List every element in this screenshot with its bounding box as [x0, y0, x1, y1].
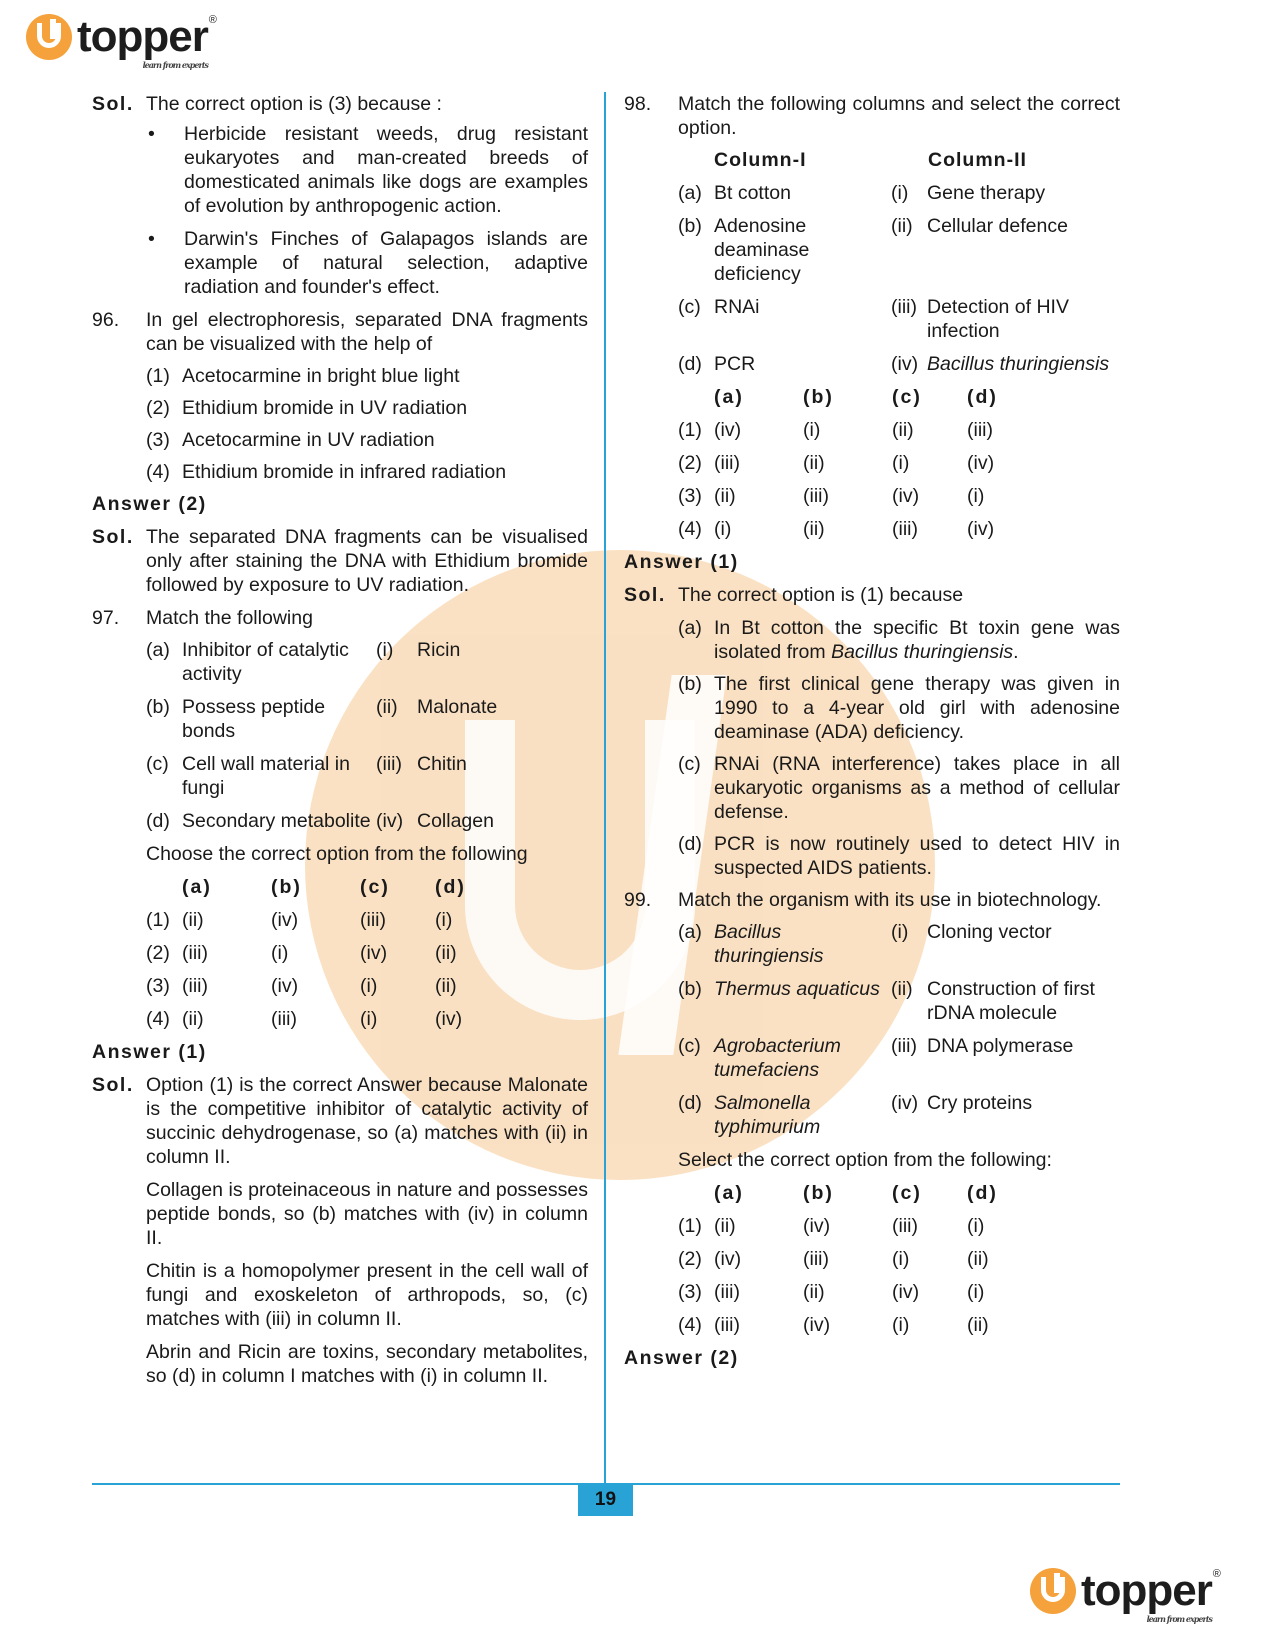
grid-row: (1) (ii) (iv) (iii) (i) [146, 909, 453, 931]
match-row: (b) Adenosine deaminase deficiency (ii) Cellular defence [678, 215, 1068, 285]
match-row: (a) Bt cotton (i) Gene therapy [678, 182, 1046, 204]
solution-text: Option (1) is the correct Answer because Malonate is the competitive inhibitor of catalytic activity of succinic dehydrogenase, so (a) matches with (ii) in column II. [146, 1074, 588, 1168]
solution-text: Abrin and Ricin are toxins, secondary metabolites, so (d) in column I matches with (i) in column II. [146, 1341, 588, 1387]
solution-item: (a) In Bt cotton the specific Bt toxin gene was isolated from Bacillus thuringiensis. [678, 617, 1120, 663]
sol-label: Sol. [92, 526, 134, 548]
solution-text: Collagen is proteinaceous in nature and possesses peptide bonds, so (b) matches with (iv) in column II. [146, 1179, 588, 1249]
sol-intro: The correct option is (3) because : [146, 93, 442, 115]
grid-row: (2) (iii) (i) (iv) (ii) [146, 942, 457, 964]
topper-logo-icon [1030, 1568, 1076, 1614]
question-text: In gel electrophoresis, separated DNA fragments can be visualized with the help of [146, 309, 588, 355]
grid-row: (4) (iii) (iv) (i) (ii) [678, 1314, 989, 1336]
question-number: 97. [92, 607, 120, 629]
question-number: 99. [624, 889, 652, 911]
sol-label: Sol. [92, 93, 134, 115]
grid-row: (1) (iv) (i) (ii) (iii) [678, 419, 993, 441]
solution-item: (c) RNAi (RNA interference) takes place in all eukaryotic organisms as a method of cellular defense. [678, 753, 1120, 823]
question-text: Match the following [146, 607, 313, 629]
brand-name: topper [77, 12, 208, 61]
answer: Answer (1) [624, 551, 739, 573]
solution-text: Chitin is a homopolymer present in the cell wall of fungi and exoskeleton of arthropods, so, (c) matches with (iii) in column II. [146, 1260, 588, 1330]
grid-row: (4) (ii) (iii) (i) (iv) [146, 1008, 463, 1030]
answer-grid [678, 1181, 1120, 1337]
left-column [92, 92, 588, 1397]
column-divider [604, 92, 606, 1484]
grid-header: (a) (b) (c) (d) [182, 876, 466, 898]
option: (4) Ethidium bromide in infrared radiation [146, 461, 507, 483]
match-row: (a) Bacillus thuringiensis (i) Cloning vector [678, 921, 1052, 967]
grid-header: (a) (b) (c) (d) [714, 1182, 998, 1204]
grid-row: (2) (iv) (iii) (i) (ii) [678, 1248, 989, 1270]
match-table [146, 638, 588, 833]
question-number: 98. [624, 93, 652, 115]
match-row: (b) Possess peptide bonds (ii) Malonate [146, 696, 498, 742]
match-row: (d) Secondary metabolite (iv) Collagen [146, 810, 494, 832]
match-table [678, 920, 1120, 1139]
sol-intro: The correct option is (1) because [678, 584, 964, 606]
match-row: (c) Cell wall material in fungi (iii) Chitin [146, 753, 467, 799]
choose-text: Choose the correct option from the following [146, 843, 528, 865]
sol-label: Sol. [92, 1074, 134, 1096]
grid-row: (3) (iii) (iv) (i) (ii) [146, 975, 457, 997]
list-item: • Herbicide resistant weeds, drug resistant eukaryotes and man-created breeds of domesticated animals like dogs are examples of evolution by anthropogenic action. [148, 123, 588, 217]
question-text: Match the following columns and select the correct option. [678, 93, 1120, 139]
column-headers: Column-I Column-II [714, 149, 1027, 171]
grid-header: (a) (b) (c) (d) [714, 386, 998, 408]
grid-row: (4) (i) (ii) (iii) (iv) [678, 518, 995, 540]
brand-tagline: learn from experts [1146, 1614, 1212, 1624]
question-number: 96. [92, 309, 120, 331]
topper-logo-footer: topper ® learn from experts [1030, 1568, 1212, 1614]
grid-row: (3) (iii) (ii) (iv) (i) [678, 1281, 985, 1303]
brand-name: topper [1081, 1566, 1212, 1615]
answer: Answer (1) [92, 1041, 207, 1063]
grid-row: (1) (ii) (iv) (iii) (i) [678, 1215, 985, 1237]
answer: Answer (2) [92, 493, 207, 515]
sol-label: Sol. [624, 584, 666, 606]
option: (1) Acetocarmine in bright blue light [146, 365, 460, 387]
answer: Answer (2) [624, 1347, 739, 1369]
option: (2) Ethidium bromide in UV radiation [146, 397, 468, 419]
select-text: Select the correct option from the following: [678, 1149, 1052, 1171]
right-column [624, 92, 1120, 1379]
match-row: (c) Agrobacterium tumefaciens (iii) DNA polymerase [678, 1035, 1074, 1081]
match-row: (c) RNAi (iii) Detection of HIV infection [678, 296, 1069, 342]
grid-row: (3) (ii) (iii) (iv) (i) [678, 485, 985, 507]
match-row: (b) Thermus aquaticus (ii) Construction of first rDNA molecule [678, 978, 1095, 1024]
match-table [678, 181, 1120, 376]
match-row: (d) PCR (iv) Bacillus thuringiensis [678, 353, 1110, 375]
match-row: (a) Inhibitor of catalytic activity (i) Ricin [146, 639, 461, 685]
match-row: (d) Salmonella typhimurium (iv) Cry proteins [678, 1092, 1033, 1138]
grid-row: (2) (iii) (ii) (i) (iv) [678, 452, 995, 474]
solution-item: (b) The first clinical gene therapy was given in 1990 to a 4-year old girl with adenosine deaminase (ADA) deficiency. [678, 673, 1120, 743]
question-text: Match the organism with its use in biotechnology. [678, 889, 1102, 911]
page-number: 19 [578, 1484, 633, 1516]
bullet-list [146, 122, 588, 299]
solution-item: (d) PCR is now routinely used to detect HIV in suspected AIDS patients. [678, 833, 1120, 879]
topper-logo-icon [26, 14, 72, 60]
brand-tagline: learn from experts [142, 60, 208, 70]
topper-logo: topper ® learn from experts [26, 14, 208, 60]
answer-grid [146, 875, 588, 1031]
option: (3) Acetocarmine in UV radiation [146, 429, 435, 451]
solution-text: The separated DNA fragments can be visualised only after staining the DNA with Ethidium bromide followed by exposure to UV radiation. [146, 526, 588, 596]
list-item: • Darwin's Finches of Galapagos islands are example of natural selection, adaptive radiation and founder's effect. [148, 228, 588, 298]
answer-grid [678, 385, 1120, 541]
